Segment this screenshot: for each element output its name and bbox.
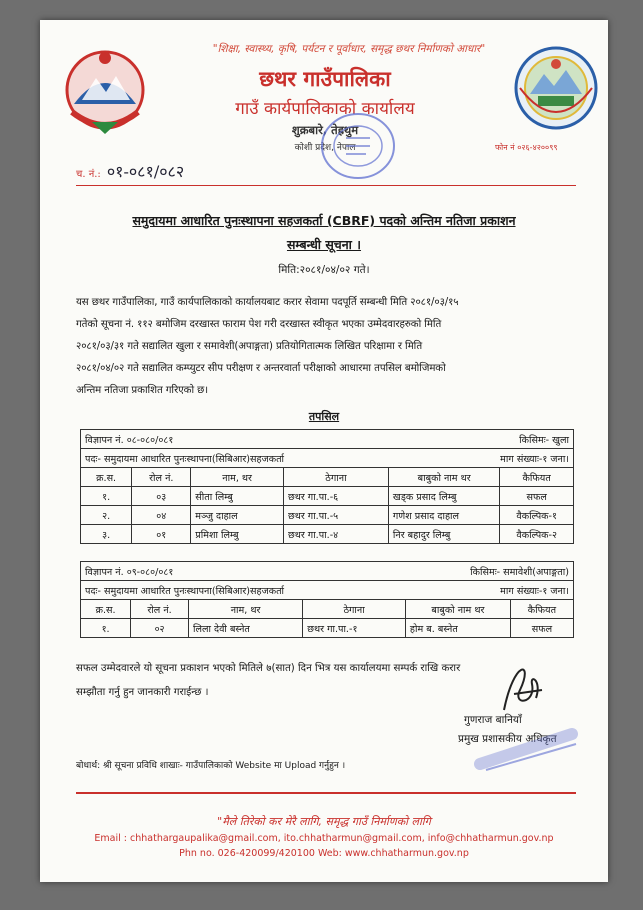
column-header: बाबुको नाम थर — [405, 600, 510, 619]
cell-father-name: गणेश प्रसाद दाहाल — [388, 506, 500, 525]
table-meta-row — [81, 430, 574, 449]
post-name: पदः- समुदायमा आधारित पुनःस्थापना(सिबिआर)सहजकर्ता — [81, 449, 389, 468]
body-paragraph-line: अन्तिम नतिजा प्रकाशित गरिएको छ। — [76, 385, 208, 396]
cell-address: छथर गा.पा.-४ — [283, 525, 388, 544]
table-row — [81, 487, 574, 506]
cell-name: मञ्जु दाहाल — [191, 506, 284, 525]
reference-label: च. नं.: — [76, 169, 101, 180]
signer-name: गुणराज बानियाँ — [464, 714, 522, 726]
footer-motto: "मैले तिरेको कर मेरै लागि, समृद्ध गाउँ निर्माणको लागि — [217, 815, 431, 828]
office-stamp-icon — [306, 108, 402, 186]
demand-count: माग संख्याः-१ जना। — [388, 449, 573, 468]
organization-name: छथर गाउँपालिका — [259, 67, 391, 91]
table-row — [81, 619, 574, 638]
office-location: शुक्रबारे, तेह्रथुम — [291, 123, 359, 137]
schedule-heading: तपसिल — [308, 410, 340, 423]
body-paragraph-line: २०८१/०३/३१ गते सद्यालित खुला र समावेशी(अपाङ्गता) प्रतियोगितात्मक लिखित परिक्षामा र मिति — [76, 341, 423, 352]
cell-remarks: वैकल्पिक-२ — [500, 525, 574, 544]
cell-address: छथर गा.पा.-६ — [283, 487, 388, 506]
column-header: नाम, थर — [188, 600, 302, 619]
category: किसिमः- समावेशी(अपाङ्गता) — [405, 562, 573, 581]
cell-roll: ०३ — [132, 487, 191, 506]
column-header: ठेगाना — [303, 600, 406, 619]
cell-father-name: होम ब. बस्नेत — [405, 619, 510, 638]
cell-name: प्रमिशा लिम्बु — [191, 525, 284, 544]
column-header: कैफियत — [510, 600, 573, 619]
table-header-row — [81, 600, 574, 619]
column-header: ठेगाना — [283, 468, 388, 487]
ad-number: विज्ञापन नं. ०८-०८०/०८१ — [81, 430, 389, 449]
notice-date: मिति:२०८१/०४/०२ गते। — [278, 264, 370, 276]
cell-roll: ०१ — [132, 525, 191, 544]
column-header: कैफियत — [500, 468, 574, 487]
demand-count: माग संख्याः-१ जना। — [405, 581, 573, 600]
closing-line: सफल उम्मेदवारले यो सूचना प्रकाशन भएको मितिले ७(सात) दिन भित्र यस कार्यालयमा सम्पर्क राखि करार — [76, 663, 461, 674]
header-phone: फोन नं ०२६-४२००९९ — [495, 143, 558, 152]
reference-number — [76, 160, 184, 182]
table-meta-row — [81, 449, 574, 468]
table-meta-row — [81, 581, 574, 600]
nepal-emblem-icon — [62, 42, 148, 142]
cell-remarks: वैकल्पिक-१ — [500, 506, 574, 525]
cell-serial: १. — [81, 619, 131, 638]
table-header-row — [81, 468, 574, 487]
signature-icon — [484, 650, 554, 720]
table-row — [81, 525, 574, 544]
cell-serial: ३. — [81, 525, 132, 544]
signer-title: प्रमुख प्रशासकीय अधिकृत — [458, 733, 557, 745]
notice-document — [40, 20, 608, 882]
header-motto: "शिक्षा, स्वास्थ्य, कृषि, पर्यटन र पूर्वाधार, समृद्ध छथर निर्माणको आधार" — [212, 43, 486, 55]
column-header: नाम, थर — [191, 468, 284, 487]
cell-name: सीता लिम्बु — [191, 487, 284, 506]
cc-note: बोधार्थ: श्री सूचना प्रविधि शाखाः- गाउँपालिकाको Website मा Upload गर्नुहुन । — [76, 761, 346, 771]
cell-roll: ०४ — [132, 506, 191, 525]
notice-subject: समुदायमा आधारित पुनःस्थापना सहजकर्ता (CBRF) पदको अन्तिम नतिजा प्रकाशन — [132, 213, 516, 228]
cell-address: छथर गा.पा.-५ — [283, 506, 388, 525]
reference-value: ०१-०८१/०८२ — [106, 162, 185, 181]
cell-remarks: सफल — [510, 619, 573, 638]
cell-remarks: सफल — [500, 487, 574, 506]
column-header: बाबुको नाम थर — [388, 468, 500, 487]
table-row — [81, 506, 574, 525]
column-header: क्र.स. — [81, 600, 131, 619]
cell-serial: १. — [81, 487, 132, 506]
category: किसिमः- खुला — [388, 430, 573, 449]
footer-contact: Phn no. 026-420099/420100 Web: www.chhatharmun.gov.np — [179, 848, 469, 859]
officer-stamp-icon — [472, 714, 582, 774]
cell-name: लिला देवी बस्नेत — [188, 619, 302, 638]
cell-serial: २. — [81, 506, 132, 525]
post-name: पदः- समुदायमा आधारित पुनःस्थापना(सिबिआर)सहजकर्ता — [81, 581, 406, 600]
column-header: रोल नं. — [132, 468, 191, 487]
notice-subject-line2: सम्बन्धी सूचना । — [286, 237, 362, 252]
results-table-open — [80, 429, 574, 544]
column-header: क्र.स. — [81, 468, 132, 487]
closing-line: सम्झौता गर्नु हुन जानकारी गराईन्छ । — [76, 687, 209, 698]
body-paragraph-line: २०८१/०४/०२ गते सद्यालित कम्प्युटर सीप परीक्षण र अन्तरवार्ता परीक्षाको आधारमा तपसिल बमोजिमको — [76, 363, 446, 374]
cell-father-name: निर बहादुर लिम्बु — [388, 525, 500, 544]
body-paragraph-line: यस छथर गाउँपालिका, गाउँ कार्यपालिकाको कार्यालयबाट करार सेवामा पदपूर्ति सम्बन्धी मिति २०८१/०३/१५ — [76, 297, 459, 308]
ad-number: विज्ञापन नं. ०९-०८०/०८१ — [81, 562, 406, 581]
column-header: रोल नं. — [131, 600, 189, 619]
office-name: गाउँ कार्यपालिकाको कार्यालय — [235, 99, 415, 119]
office-province: कोशी प्रदेश, नेपाल — [294, 143, 356, 153]
header-divider — [76, 185, 576, 186]
body-paragraph-line: गतेको सूचना नं. ११२ बमोजिम दरखास्त फाराम पेश गरी दरखास्त स्वीकृत भएका उम्मेदवारहरुको मिति — [76, 319, 442, 330]
cell-father-name: खड्क प्रसाद लिम्बु — [388, 487, 500, 506]
table-meta-row — [81, 562, 574, 581]
municipality-logo-icon — [514, 44, 598, 132]
footer-divider — [76, 792, 576, 794]
cell-address: छथर गा.पा.-१ — [303, 619, 406, 638]
cell-roll: ०२ — [131, 619, 189, 638]
results-table-inclusive — [80, 561, 574, 638]
footer-email: Email : chhathargaupalika@gmail.com, ito.chhatharmun@gmail.com, info@chhatharmun.gov.np — [94, 833, 554, 844]
